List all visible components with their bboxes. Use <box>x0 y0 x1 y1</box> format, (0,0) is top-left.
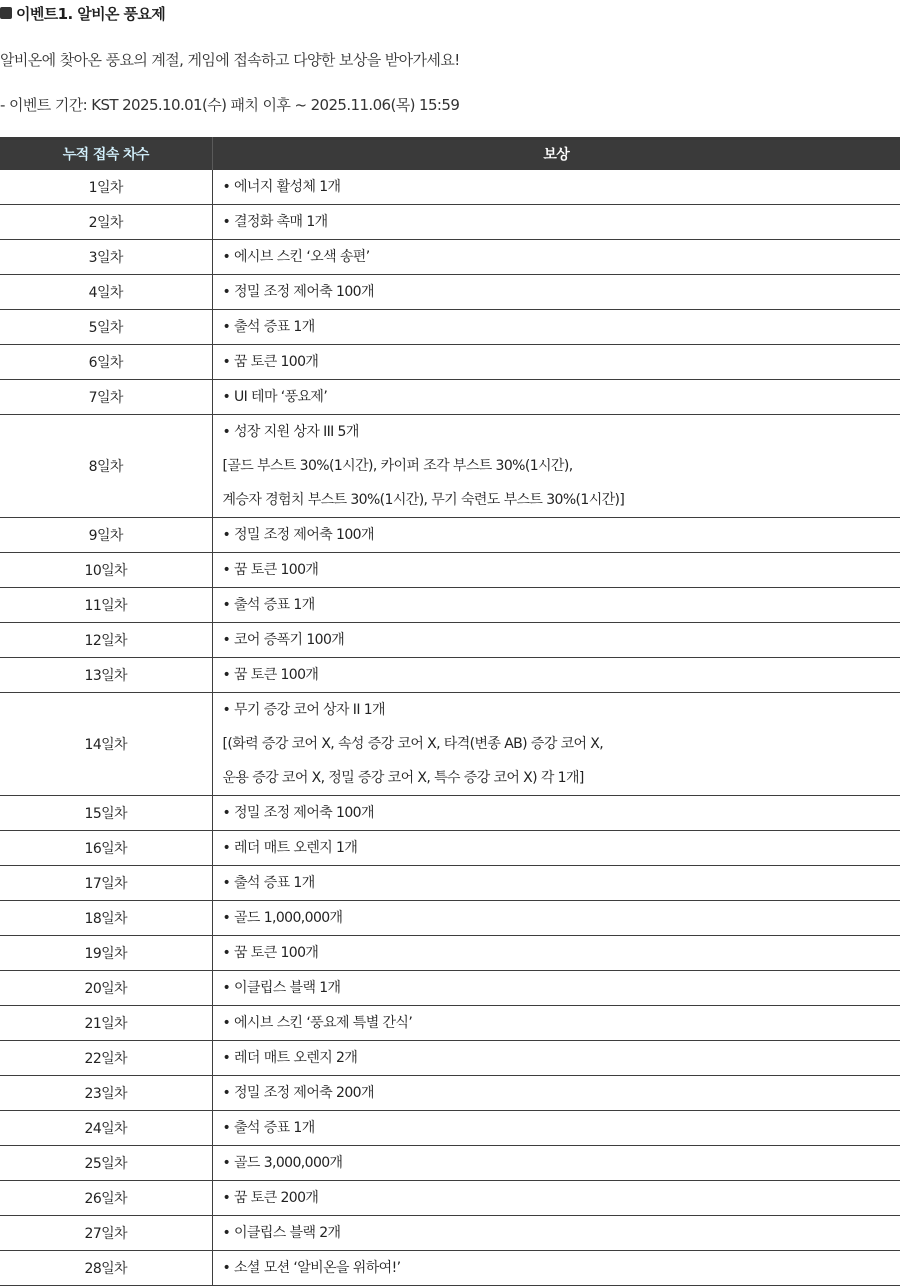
day-cell: 27일차 <box>0 1216 212 1251</box>
reward-cell <box>212 796 900 831</box>
event-description: 알비온에 찾아온 풍요의 계절, 게임에 접속하고 다양한 보상을 받아가세요! <box>0 48 460 72</box>
reward-line: • 성장 지원 상자 III 5개 <box>223 415 900 449</box>
reward-cell <box>212 1181 900 1216</box>
reward-line: • 꿈 토큰 100개 <box>223 936 900 970</box>
reward-line: 계승자 경험치 부스트 30%(1시간), 무기 숙련도 부스트 30%(1시간)] <box>223 483 900 517</box>
reward-line: • 코어 증폭기 100개 <box>223 623 900 657</box>
table-row <box>0 658 900 693</box>
reward-cell <box>212 658 900 693</box>
table-row <box>0 553 900 588</box>
table-row <box>0 1076 900 1111</box>
reward-cell <box>212 1041 900 1076</box>
day-cell: 13일차 <box>0 658 212 693</box>
table-row <box>0 831 900 866</box>
table-row <box>0 1041 900 1076</box>
table-row <box>0 275 900 310</box>
reward-cell <box>212 936 900 971</box>
reward-cell <box>212 866 900 901</box>
table-row <box>0 588 900 623</box>
reward-line: • UI 테마 ‘풍요제’ <box>223 380 900 414</box>
reward-line: • 정밀 조정 제어축 200개 <box>223 1076 900 1110</box>
day-cell: 18일차 <box>0 901 212 936</box>
day-cell: 14일차 <box>0 693 212 796</box>
reward-line: • 출석 증표 1개 <box>223 1111 900 1145</box>
table-row <box>0 310 900 345</box>
table-header-row <box>0 137 900 170</box>
day-cell: 7일차 <box>0 380 212 415</box>
reward-line: 운용 증강 코어 X, 정밀 증강 코어 X, 특수 증강 코어 X) 각 1개] <box>223 761 900 795</box>
reward-line: • 에너지 활성체 1개 <box>223 170 900 204</box>
day-cell: 4일차 <box>0 275 212 310</box>
table-row <box>0 1181 900 1216</box>
day-cell: 12일차 <box>0 623 212 658</box>
reward-line: • 꿈 토큰 100개 <box>223 553 900 587</box>
table-row <box>0 170 900 205</box>
reward-cell <box>212 831 900 866</box>
day-cell: 23일차 <box>0 1076 212 1111</box>
table-row <box>0 415 900 518</box>
table-row <box>0 1216 900 1251</box>
table-row <box>0 866 900 901</box>
day-cell: 20일차 <box>0 971 212 1006</box>
day-cell: 24일차 <box>0 1111 212 1146</box>
table-row <box>0 796 900 831</box>
reward-line: • 정밀 조정 제어축 100개 <box>223 796 900 830</box>
day-cell: 8일차 <box>0 415 212 518</box>
day-cell: 9일차 <box>0 518 212 553</box>
day-cell: 2일차 <box>0 205 212 240</box>
reward-line: • 이클립스 블랙 2개 <box>223 1216 900 1250</box>
reward-line: • 레더 매트 오렌지 1개 <box>223 831 900 865</box>
day-cell: 11일차 <box>0 588 212 623</box>
square-bullet-icon <box>0 7 12 19</box>
reward-line: • 골드 1,000,000개 <box>223 901 900 935</box>
day-cell: 21일차 <box>0 1006 212 1041</box>
day-cell: 3일차 <box>0 240 212 275</box>
day-cell: 5일차 <box>0 310 212 345</box>
day-cell: 10일차 <box>0 553 212 588</box>
reward-line: • 무기 증강 코어 상자 II 1개 <box>223 693 900 727</box>
table-row <box>0 623 900 658</box>
reward-cell <box>212 1216 900 1251</box>
reward-line: [골드 부스트 30%(1시간), 카이퍼 조각 부스트 30%(1시간), <box>223 449 900 483</box>
day-cell: 6일차 <box>0 345 212 380</box>
reward-cell <box>212 1146 900 1181</box>
table-row <box>0 345 900 380</box>
day-cell: 17일차 <box>0 866 212 901</box>
event-title <box>0 0 165 26</box>
table-row <box>0 693 900 796</box>
event-period: - 이벤트 기간: KST 2025.10.01(수) 패치 이후 ~ 2025.11.06(목) 15:59 <box>0 93 459 117</box>
reward-line: • 꿈 토큰 100개 <box>223 345 900 379</box>
reward-cell <box>212 310 900 345</box>
reward-line: • 레더 매트 오렌지 2개 <box>223 1041 900 1075</box>
reward-line: • 정밀 조정 제어축 100개 <box>223 518 900 552</box>
reward-cell <box>212 588 900 623</box>
reward-cell <box>212 170 900 205</box>
column-header-reward: 보상 <box>212 137 900 170</box>
reward-cell <box>212 693 900 796</box>
reward-cell <box>212 1111 900 1146</box>
event-title-text: 이벤트1. 알비온 풍요제 <box>16 3 165 24</box>
day-cell: 22일차 <box>0 1041 212 1076</box>
reward-line: • 꿈 토큰 200개 <box>223 1181 900 1215</box>
reward-cell <box>212 205 900 240</box>
reward-cell <box>212 623 900 658</box>
reward-cell <box>212 415 900 518</box>
reward-line: • 꿈 토큰 100개 <box>223 658 900 692</box>
table-row <box>0 240 900 275</box>
reward-line: • 출석 증표 1개 <box>223 866 900 900</box>
column-header-day: 누적 접속 차수 <box>0 137 212 170</box>
table-row <box>0 518 900 553</box>
reward-line: • 에시브 스킨 ‘오색 송편’ <box>223 240 900 274</box>
reward-cell <box>212 380 900 415</box>
reward-cell <box>212 345 900 380</box>
day-cell: 16일차 <box>0 831 212 866</box>
reward-line: • 이클립스 블랙 1개 <box>223 971 900 1005</box>
reward-cell <box>212 1251 900 1286</box>
reward-line: [(화력 증강 코어 X, 속성 증강 코어 X, 타격(변종 AB) 증강 코어 X, <box>223 727 900 761</box>
reward-line: • 정밀 조정 제어축 100개 <box>223 275 900 309</box>
table-row <box>0 936 900 971</box>
reward-cell <box>212 553 900 588</box>
table-body <box>0 170 900 1286</box>
table-row <box>0 205 900 240</box>
table-row <box>0 1251 900 1286</box>
reward-cell <box>212 275 900 310</box>
table-row <box>0 1146 900 1181</box>
day-cell: 26일차 <box>0 1181 212 1216</box>
reward-cell <box>212 901 900 936</box>
reward-cell <box>212 971 900 1006</box>
day-cell: 19일차 <box>0 936 212 971</box>
reward-line: • 소셜 모션 ‘알비온을 위하여!’ <box>223 1251 900 1285</box>
table-row <box>0 901 900 936</box>
table-row <box>0 1111 900 1146</box>
day-cell: 15일차 <box>0 796 212 831</box>
table-row <box>0 380 900 415</box>
reward-line: • 출석 증표 1개 <box>223 310 900 344</box>
rewards-table <box>0 137 900 1286</box>
table-row <box>0 1006 900 1041</box>
reward-cell <box>212 1006 900 1041</box>
day-cell: 1일차 <box>0 170 212 205</box>
reward-cell <box>212 518 900 553</box>
day-cell: 25일차 <box>0 1146 212 1181</box>
day-cell: 28일차 <box>0 1251 212 1286</box>
reward-cell <box>212 1076 900 1111</box>
reward-cell <box>212 240 900 275</box>
reward-line: • 출석 증표 1개 <box>223 588 900 622</box>
reward-line: • 결정화 촉매 1개 <box>223 205 900 239</box>
reward-line: • 골드 3,000,000개 <box>223 1146 900 1180</box>
reward-line: • 에시브 스킨 ‘풍요제 특별 간식’ <box>223 1006 900 1040</box>
table-row <box>0 971 900 1006</box>
